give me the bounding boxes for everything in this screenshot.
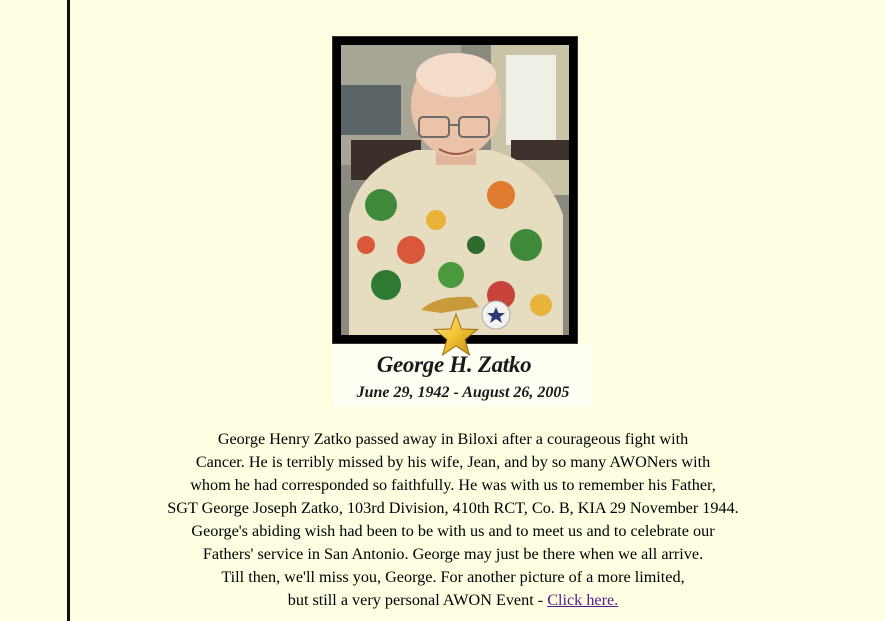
- paragraph-line: Till then, we'll miss you, George. For another picture of a more limited,: [221, 568, 685, 586]
- memorial-paragraph: [100, 428, 806, 612]
- memorial-dates: June 29, 1942 - August 26, 2005: [356, 384, 570, 401]
- memorial-name: George H. Zatko: [376, 352, 532, 377]
- paragraph-line: Fathers' service in San Antonio. George may just be there when we all arrive.: [202, 545, 704, 563]
- paragraph-line: SGT George Joseph Zatko, 103rd Division, 410th RCT, Co. B, KIA 29 November 1944.: [167, 499, 739, 517]
- paragraph-last-line: [100, 589, 806, 612]
- paragraph-line: George's abiding wish had been to be with us and to meet us and to celebrate our: [191, 522, 715, 540]
- portrait-photo-frame: [333, 37, 577, 343]
- paragraph-line: whom he had corresponded so faithfully. He was with us to remember his Father,: [190, 476, 716, 494]
- paragraph-line: George Henry Zatko passed away in Biloxi after a courageous fight with: [217, 430, 689, 448]
- last-line-prefix: but still a very personal AWON Event -: [287, 591, 548, 609]
- paragraph-line: Cancer. He is terribly missed by his wife, Jean, and by so many AWONers with: [195, 453, 711, 471]
- left-vertical-rule: [67, 0, 70, 621]
- portrait-photo: [341, 45, 569, 335]
- click-here-link[interactable]: Click here.: [547, 591, 619, 609]
